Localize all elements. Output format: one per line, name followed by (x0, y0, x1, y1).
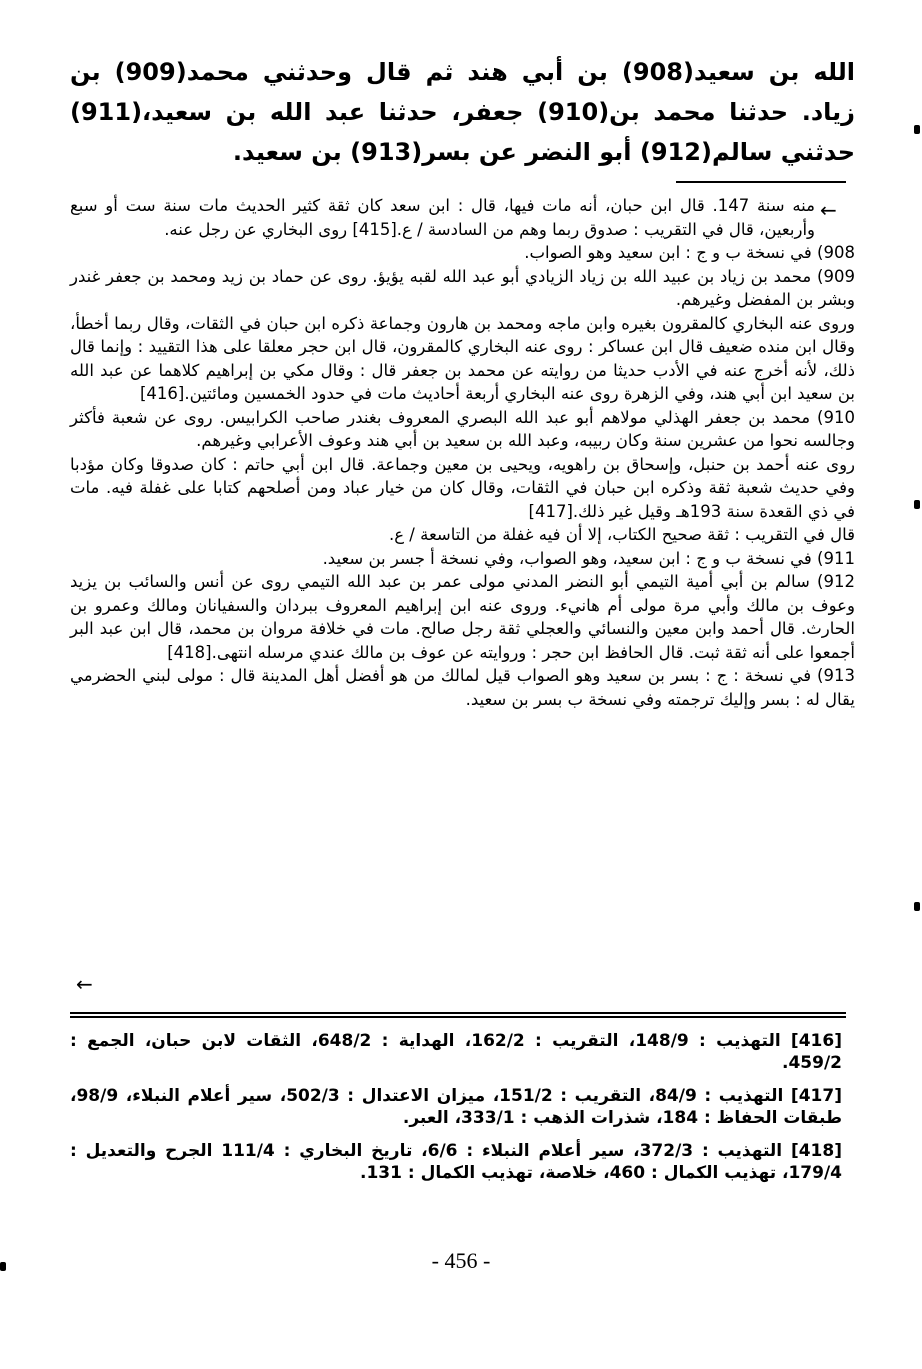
footnote-910-cont: روى عنه أحمد بن حنبل، وإسحاق بن راهويه، ويحيى بن معين وجماعة. قال ابن أبي حاتم : كان صدوقا وكان مؤدبا وفي حديث شعبة ثقة وذكره ابن حبان في الثقات، وقال كان من خيار عباد ومن أصلحهم كتابا على غفلة فيه. مات في ذي القعدة سنة 193هـ وقيل غير ذلك.[417] (70, 454, 855, 521)
footnote-separator (676, 181, 846, 183)
footnote-continuation: منه سنة 147. قال ابن حبان، أنه مات فيها، قال : ابن سعد كان ثقة كثير الحديث مات سنة ست أو سبع وأربعين، قال في التقريب : صدوق ربما وهم من السادسة / ع.[415] روى البخاري عن رجل عنه. (70, 196, 815, 239)
margin-mark (0, 1262, 6, 1271)
footnotes (70, 194, 855, 711)
margin-mark (914, 500, 920, 509)
footnote-913: 913) في نسخة : ج : بسر بن سعيد وهو الصواب قيل لمالك من هو أفضل أهل المدينة قال : مولى لبني الحضرمي يقال له : بسر وإليك ترجمته وفي نسخة ب بسر بن سعيد. (70, 666, 855, 709)
main-text: الله بن سعيد(908) بن أبي هند ثم قال وحدثني محمد(909) بن زياد. حدثنا محمد بن(910) جعفر، حدثنا عبد الله بن سعيد،(911) حدثني سالم(912) أبو النضر عن بسر(913) بن سعيد. (70, 58, 856, 166)
page-number: - 456 - (431, 1248, 491, 1273)
footnote-911: 911) في نسخة ب و ج : ابن سعيد، وهو الصواب، وفي نسخة أ جسر بن سعيد. (322, 548, 855, 568)
margin-mark (914, 125, 920, 134)
continuation-arrow-icon: ← (820, 198, 837, 222)
footnote-909: 909) محمد بن زياد بن عبيد الله بن زياد الزيادي أبو عبد الله لقبه يؤيؤ. روى عن حماد بن زيد ومحمد بن جعفر غندر وبشر بن المفضل وغيرهم. (70, 266, 855, 309)
reference-417: [417] التهذيب : 84/9، التقريب : 151/2، ميزان الاعتدال : 502/3، سير أعلام النبلاء، 98/9، طبقات الحفاظ : 184، شذرات الذهب : 333/1، العبر. (70, 1086, 842, 1128)
continuation-arrow-bottom-icon: ← (76, 972, 93, 996)
reference-416: [416] التهذيب : 148/9، التقريب : 162/2، الهداية : 648/2، الثقات لابن حبان، الجمع : 459/2. (70, 1031, 842, 1073)
margin-mark (914, 902, 920, 911)
footnote-909-cont: وروى عنه البخاري كالمقرون بغيره وابن ماجه ومحمد بن هارون وجماعة ذكره ابن حبان في الثقات، وقال ربما أخطأ، وقال ابن منده ضعيف قال ابن عساكر : روى عنه البخاري كالمقرون، قال ابن حجر معلقا على هذا التقييد : وإنما قال ذلك، لأنه أخرج عنه في الأدب حديثا من روايته عن محمد بن جعفر قال : وقال مكي بن إبراهيم كلاهما عن عبد الله بن سعيد ابن أبي هند، وفي الزهرة روى عنه البخاري أربعة أحاديث مات في حدود الخمسين ومائتين.[416] (70, 313, 855, 403)
reference-418: [418] التهذيب : 372/3، سير أعلام النبلاء : 6/6، تاريخ البخاري : 111/4 الجرح والتعديل : 179/4، تهذيب الكمال : 460، خلاصة، تهذيب الكمال : 131. (70, 1141, 842, 1183)
references (70, 1030, 842, 1195)
footnote-910-taqrib: قال في التقريب : ثقة صحيح الكتاب، إلا أن فيه غفلة من التاسعة / ع. (388, 525, 855, 544)
footnote-910: 910) محمد بن جعفر الهذلي مولاهم أبو عبد الله البصري المعروف بغندر صاحب الكرابيس. روى عن شعبة فأكثر وجالسه نحوا من عشرين سنة وكان ربيبه، وعبد الله بن سعيد بن أبي هند وعوف الأعرابي وغيرهم. (70, 407, 855, 450)
footnote-912: 912) سالم بن أبي أمية التيمي أبو النضر المدني مولى عمر بن عبد الله التيمي روى عن أنس والسائب بن يزيد وعوف بن مالك وأبي مرة مولى أم هانيء. وروى عنه ابن إبراهيم المعروف ببردان والسفيانان ومالك وعمرو بن الحارث. قال أحمد وابن معين والنسائي والعجلي ثقة رجل صالح. مات في خلافة مروان بن محمد، قال ابن عبد البر أجمعوا على أنه ثقة ثبت. قال الحافظ ابن حجر : وروايته عن عوف بن مالك عندي مرسله انتهى.[418] (70, 572, 855, 662)
footnote-908: 908) في نسخة ب و ج : ابن سعيد وهو الصواب. (524, 243, 855, 262)
references-separator (70, 1012, 846, 1018)
